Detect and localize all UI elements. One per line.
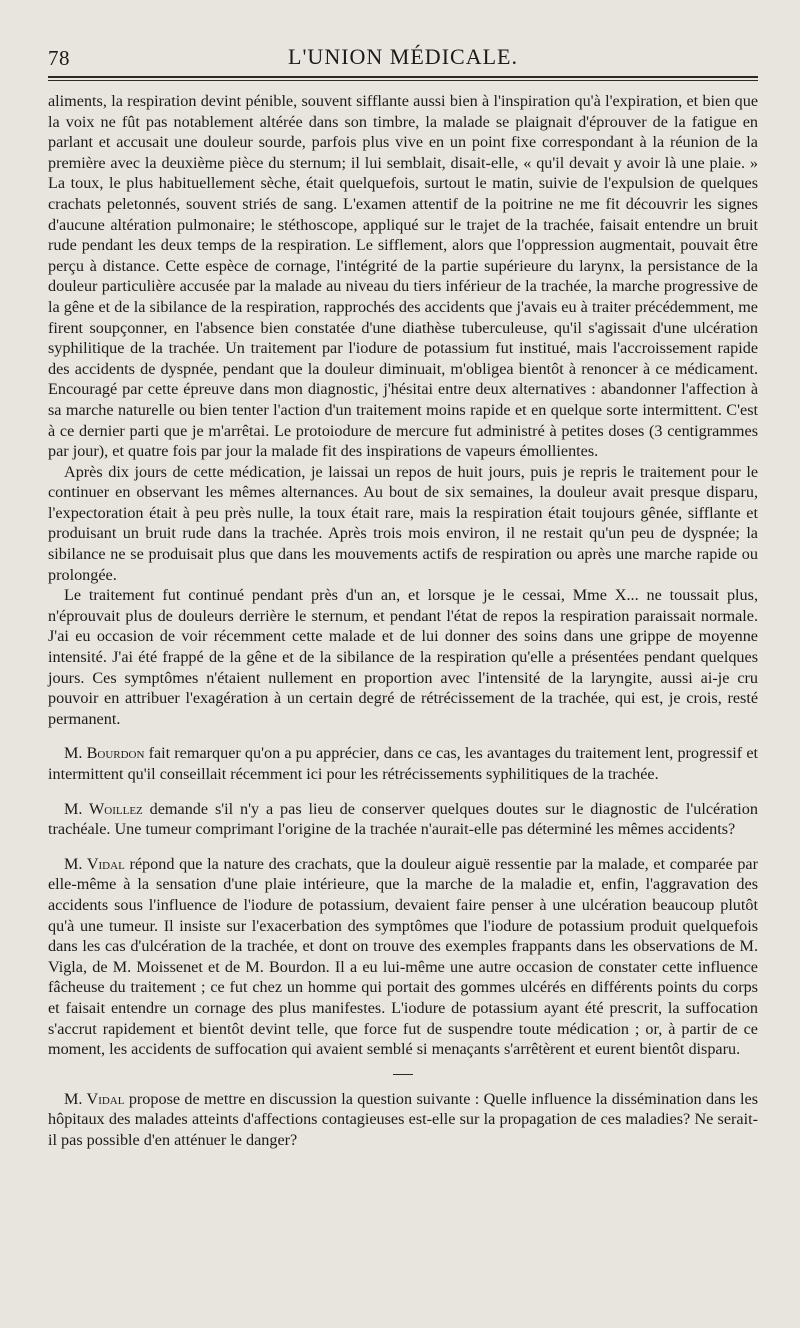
body-text: [48, 91, 758, 1151]
paragraph-continuation: [48, 91, 758, 462]
paragraph-bourdon: [48, 743, 758, 784]
paragraph: [48, 462, 758, 586]
speaker-name: M. Vidal: [64, 854, 125, 873]
speaker-name: M. Woillez: [64, 799, 143, 818]
paragraph-woillez: [48, 799, 758, 840]
paragraph-vidal-proposal: [48, 1089, 758, 1151]
page-number: 78: [48, 46, 70, 70]
paragraph-text: fait remarquer qu'on a pu apprécier, dans ce cas, les avantages du traitement lent, progressif et intermittent qu'il conseillait récemment ici pour les rétrécissements syphilitiques de la trachée.: [48, 744, 758, 783]
paragraph: [48, 585, 758, 729]
paragraph-text: aliments, la respiration devint pénible, souvent sifflante aussi bien à l'inspiration qu'à l'expiration, et bien que la voix ne fût pas notablement altérée dans son timbre, la malade se plaignait d'éprouver de la fatigue en parlant et accusait une douleur sourde, parfois plus vive en un point fixe correspondant à la réunion de la première avec la deuxième pièce du sternum; il lui semblait, disait-elle, « qu'il devait y avoir là une plaie. » La toux, le plus habituellement sèche, était quelquefois, surtout le matin, suivie de l'expulsion de quelques crachats peletonnés, souvent striés de sang. L'examen attentif de la poitrine ne me fit découvrir les signes d'aucune altération pulmonaire; le stéthoscope, appliqué sur le trajet de la trachée, faisait entendre un bruit rude pendant les deux temps de la respiration. Le sifflement, alors que l'oppression augmentait, pouvait être perçu à distance. Cette espèce de cornage, l'intégrité de la partie supérieure du larynx, la persistance de la douleur particulière accusée par la malade au niveau du tiers inférieur de la trachée, la marche progressive de la gêne et de la sibilance de la respiration, rapprochés des accidents que j'avais eu à traiter précédemment, me firent soupçonner, en l'absence bien constatée d'une diathèse tuberculeuse, qu'il s'agissait d'une ulcération syphilitique de la trachée. Un traitement par l'iodure de potassium fut institué, mais l'accroissement rapide des accidents de dyspnée, pendant que la douleur diminuait, m'obligea bientôt à renoncer à ce médicament. Encouragé par cette épreuve dans mon diagnostic, j'hésitai entre deux alternatives : abandonner l'affection à sa marche naturelle ou bien tenter l'action d'un traitement moins rapide et en quelque sorte intermittent. C'est à ce dernier parti que je m'arrêtai. Le protoiodure de mercure fut administré à petites doses (3 centigrammes par jour), et quatre fois par jour la malade fit des inspirations de vapeurs émollientes.: [48, 92, 758, 461]
paragraph-text: Après dix jours de cette médication, je laissai un repos de huit jours, puis je repris le traitement pour le continuer en observant les mêmes alternances. Au bout de six semaines, la douleur avait presque disparu, l'expectoration était à peu près nulle, la toux était rare, mais la respiration était toujours gênée, sifflante et produisant un bruit rude dans la trachée. Après trois mois environ, il ne restait qu'un peu de dyspnée; la sibilance ne se produisait plus que dans les mouvements actifs de respiration ou après une marche rapide ou prolongée.: [48, 462, 758, 584]
page-header: [48, 40, 758, 76]
running-head: L'UNION MÉDICALE.: [288, 44, 518, 69]
speaker-name: M. Bourdon: [64, 744, 145, 763]
paragraph-text: Le traitement fut continué pendant près d'un an, et lorsque je le cessai, Mme X... ne toussait plus, n'éprouvait plus de douleurs derrière le sternum, et pendant l'état de repos la respiration paraissait normale. J'ai eu occasion de voir récemment cette malade et de lui donner des soins dans une grippe de moyenne intensité. J'ai été frappé de la gêne et de la sibilance de la respiration qu'elle a présentées pendant quelques jours. Ces symptômes n'étaient nullement en proportion avec l'intensité de la laryngite, aussi ai-je cru pouvoir en attribuer l'exagération à un certain degré de rétrécissement de la trachée, qui est, je crois, resté permanent.: [48, 586, 758, 728]
paragraph-text: propose de mettre en discussion la question suivante : Quelle influence la dissémination dans les hôpitaux des malades atteints d'affections contagieuses est-elle sur la propagation de ces maladies? Ne serait-il pas possible d'en atténuer le danger?: [48, 1089, 759, 1149]
paragraph-vidal-reply: [48, 854, 758, 1060]
paragraph-text: répond que la nature des crachats, que la douleur aiguë ressentie par la malade, et comparée par elle-même à la sensation d'une plaie intérieure, que la marche de la maladie et, enfin, l'aggravation des accidents sous l'influence de l'iodure de potassium, devaient faire penser à une ulcération beaucoup plutôt qu'à une tumeur. Il insiste sur l'exacerbation des symptômes que l'iodure de potassium produit quelquefois dans les cas d'ulcération de la trachée, et dont on trouve des exemples frappants dans les observations de M. Vigla, de M. Moissenet et de M. Bourdon. Il a eu lui-même une autre occasion de constater cette influence fâcheuse du traitement ; ce fut chez un homme qui portait des gommes ulcérés en différents points du corps et faisait entendre un cornage des plus manifestes. L'iodure de potassium ayant été prescrit, la suffocation s'accrut rapidement et bientôt devint telle, que force fut de suspendre toute médication ; or, à partir de ce moment, les accidents de suffocation qui avaient semblé si menaçants s'arrêtèrent et eurent bientôt disparu.: [48, 854, 759, 1059]
header-rule: [48, 76, 758, 81]
speaker-name: M. Vidal: [64, 1089, 125, 1108]
paragraph-text: demande s'il n'y a pas lieu de conserver quelques doutes sur le diagnostic de l'ulcération trachéale. Une tumeur comprimant l'origine de la trachée n'aurait-elle pas déterminé les mêmes accidents?: [48, 799, 758, 839]
section-separator: [393, 1074, 413, 1075]
